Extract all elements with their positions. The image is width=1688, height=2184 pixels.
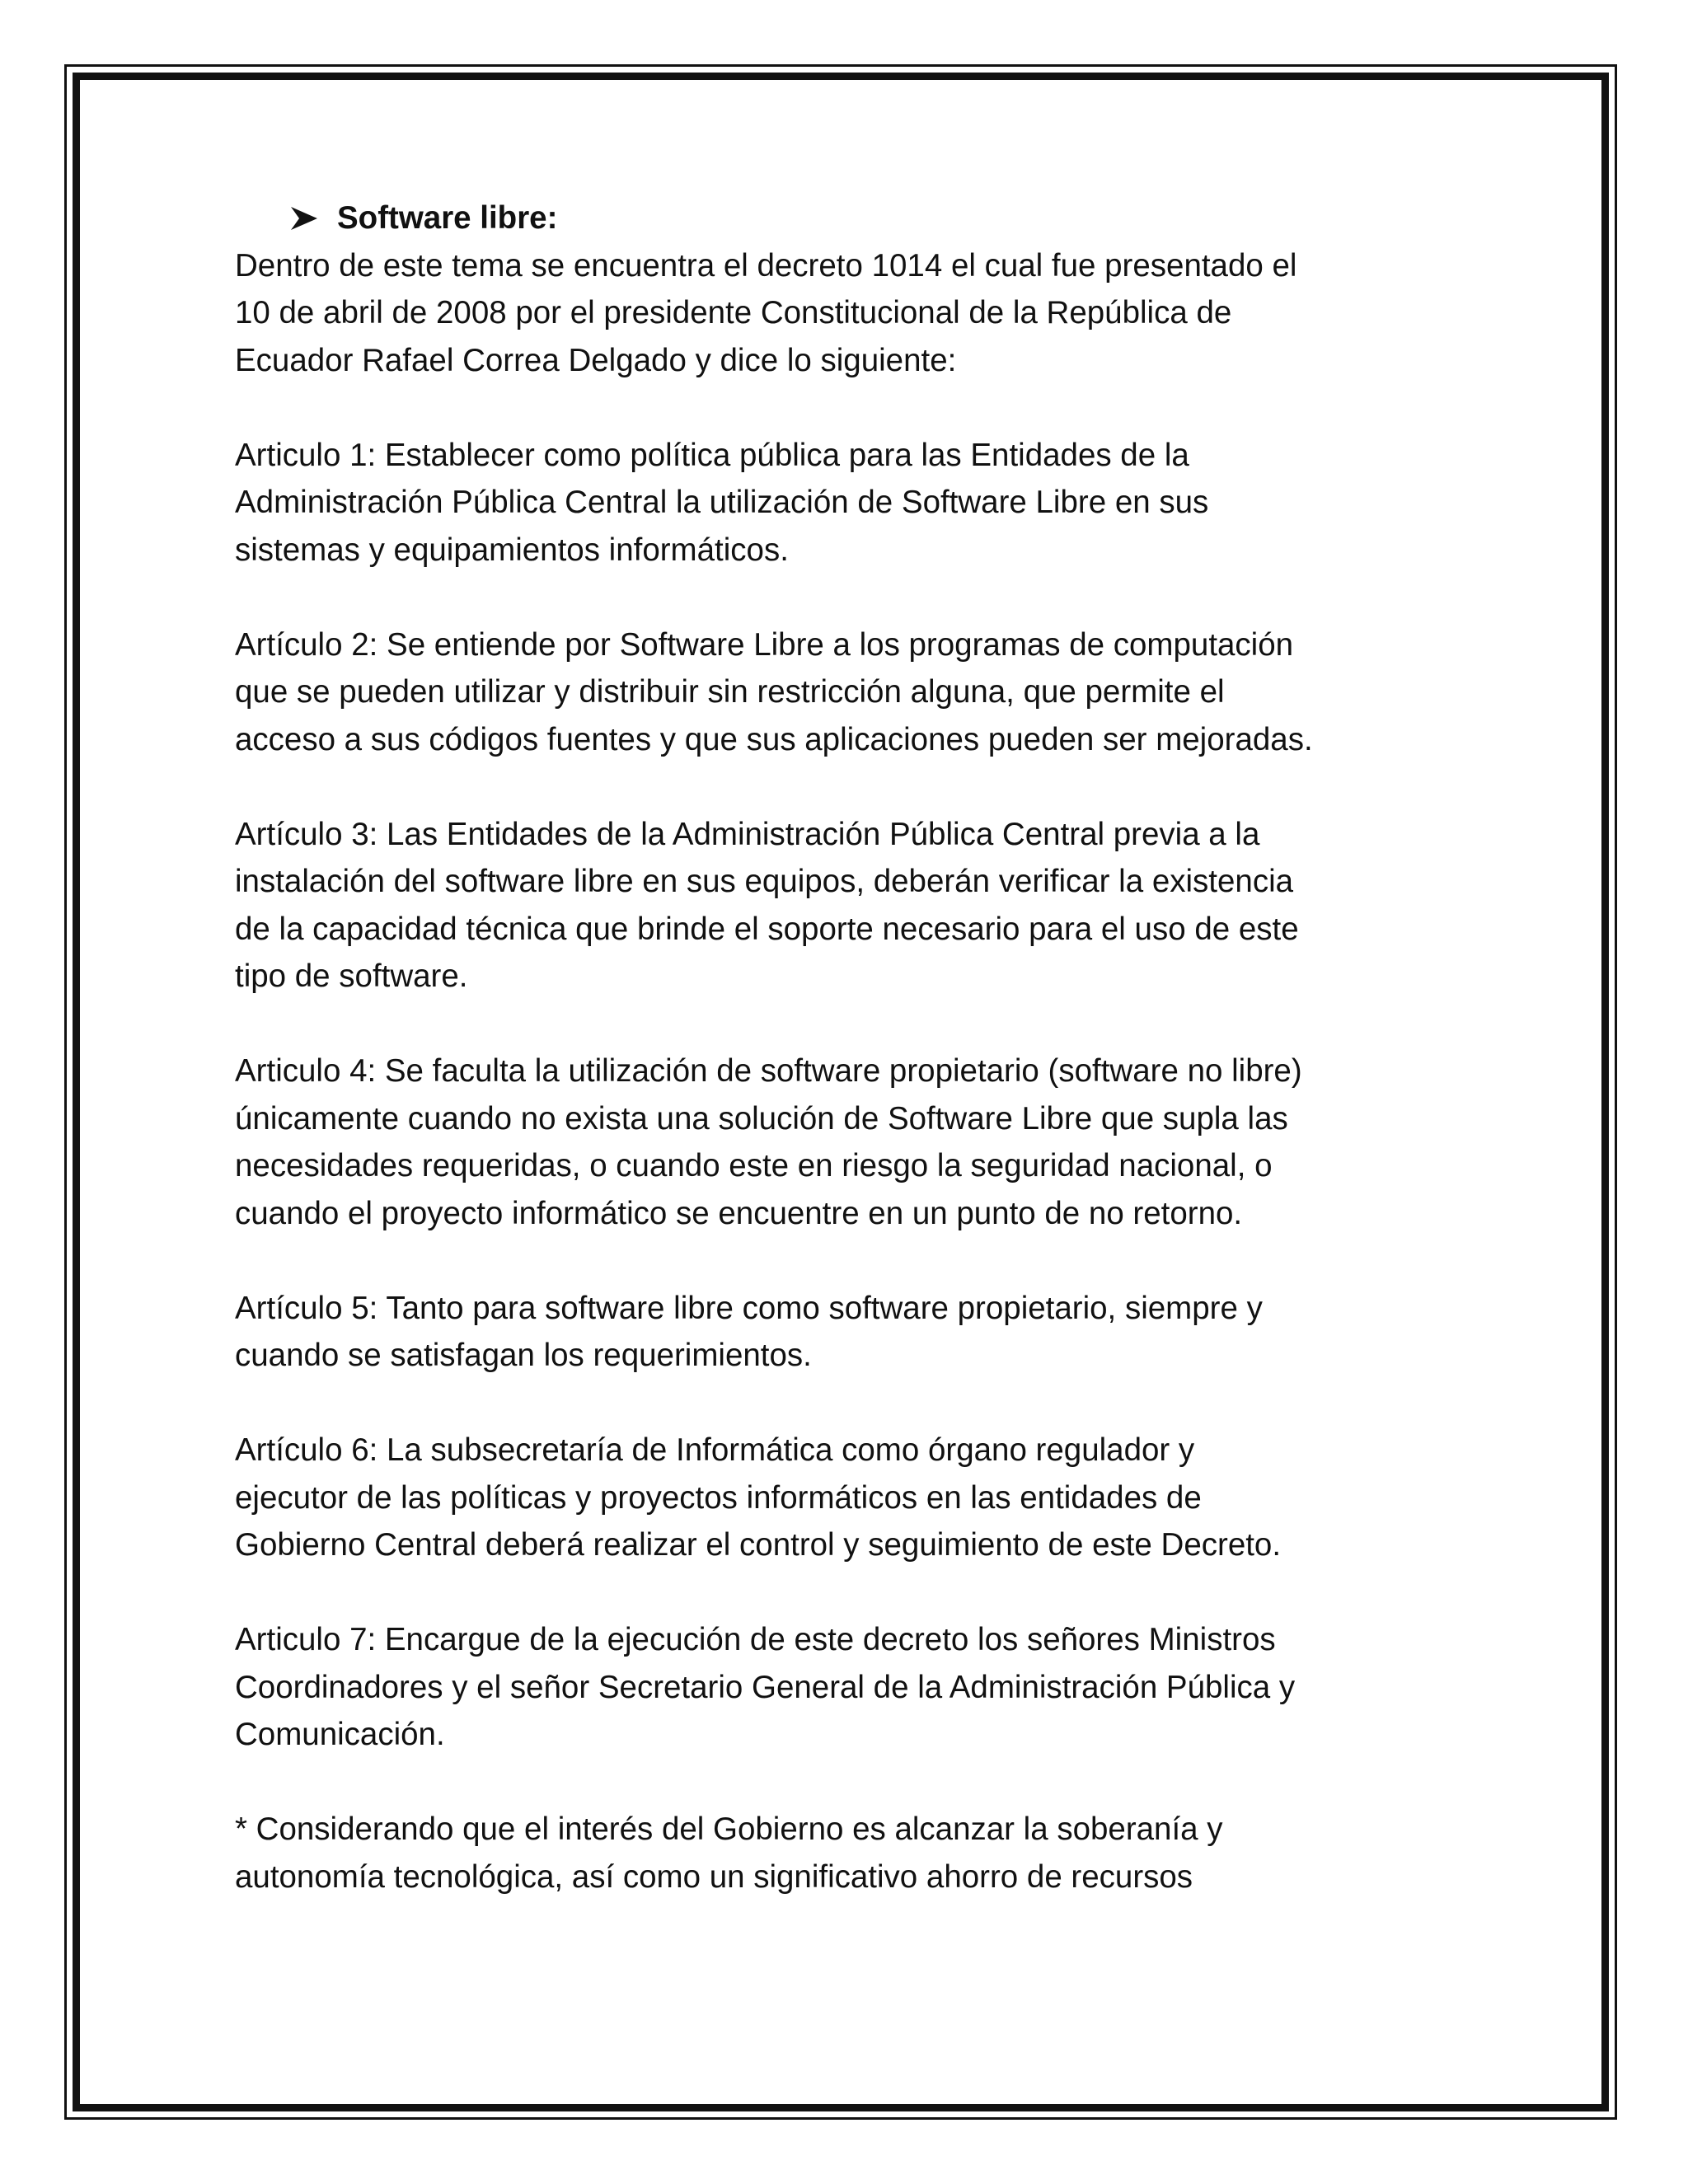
article-line: Artículo 5: Tanto para software libre como software propietario, siempre y	[235, 1290, 1263, 1326]
article-line: cuando se satisfagan los requerimientos.	[235, 1338, 812, 1373]
article-line: Administración Pública Central la utilización de Software Libre en sus	[235, 485, 1209, 520]
document-content	[235, 194, 1471, 1948]
article-line: tipo de software.	[235, 958, 468, 994]
article-2	[235, 621, 1471, 764]
article-line: ejecutor de las políticas y proyectos informáticos en las entidades de	[235, 1479, 1202, 1516]
article-4	[235, 1047, 1471, 1237]
article-7	[235, 1616, 1471, 1759]
article-line: Articulo 1: Establecer como política pública para las Entidades de la	[235, 437, 1189, 473]
article-line: Comunicación.	[235, 1717, 445, 1752]
article-line: Coordinadores y el señor Secretario General de la Administración Pública y	[235, 1669, 1296, 1705]
section-heading-text: Software libre:	[337, 200, 558, 236]
intro-line: 10 de abril de 2008 por el presidente Constitucional de la República de	[235, 295, 1232, 330]
article-line: autonomía tecnológica, así como un significativo ahorro de recursos	[235, 1858, 1193, 1895]
considerando-paragraph	[235, 1806, 1471, 1900]
article-line: Artículo 3: Las Entidades de la Administración Pública Central previa a la	[235, 816, 1260, 852]
intro-line: Ecuador Rafael Correa Delgado y dice lo siguiente:	[235, 342, 957, 378]
intro-line: Dentro de este tema se encuentra el decreto 1014 el cual fue presentado el	[235, 247, 1297, 284]
article-line: Articulo 7: Encargue de la ejecución de este decreto los señores Ministros	[235, 1622, 1276, 1657]
article-line: Articulo 4: Se faculta la utilización de software propietario (software no libre)	[235, 1053, 1302, 1089]
arrow-bullet-icon	[288, 202, 324, 235]
article-line: necesidades requeridas, o cuando este en riesgo la seguridad nacional, o	[235, 1148, 1273, 1183]
article-line: instalación del software libre en sus equipos, deberán verificar la existencia	[235, 864, 1294, 899]
article-1	[235, 432, 1471, 574]
article-line: * Considerando que el interés del Gobierno es alcanzar la soberanía y	[235, 1811, 1223, 1847]
article-line: que se pueden utilizar y distribuir sin restricción alguna, que permite el	[235, 674, 1225, 710]
article-5	[235, 1285, 1471, 1380]
article-6	[235, 1427, 1471, 1569]
article-line: únicamente cuando no exista una solución de Software Libre que supla las	[235, 1100, 1288, 1137]
article-line: de la capacidad técnica que brinde el soporte necesario para el uso de este	[235, 911, 1299, 947]
section-heading	[288, 194, 1471, 242]
article-line: acceso a sus códigos fuentes y que sus aplicaciones pueden ser mejoradas.	[235, 721, 1313, 757]
article-line: Gobierno Central deberá realizar el control y seguimiento de este Decreto.	[235, 1527, 1282, 1563]
article-line: Artículo 6: La subsecretaría de Informática como órgano regulador y	[235, 1432, 1195, 1468]
article-line: cuando el proyecto informático se encuentre en un punto de no retorno.	[235, 1195, 1243, 1231]
article-line: sistemas y equipamientos informáticos.	[235, 532, 789, 568]
article-3	[235, 811, 1471, 1001]
intro-paragraph	[235, 242, 1471, 385]
article-line: Artículo 2: Se entiende por Software Libre a los programas de computación	[235, 626, 1294, 663]
